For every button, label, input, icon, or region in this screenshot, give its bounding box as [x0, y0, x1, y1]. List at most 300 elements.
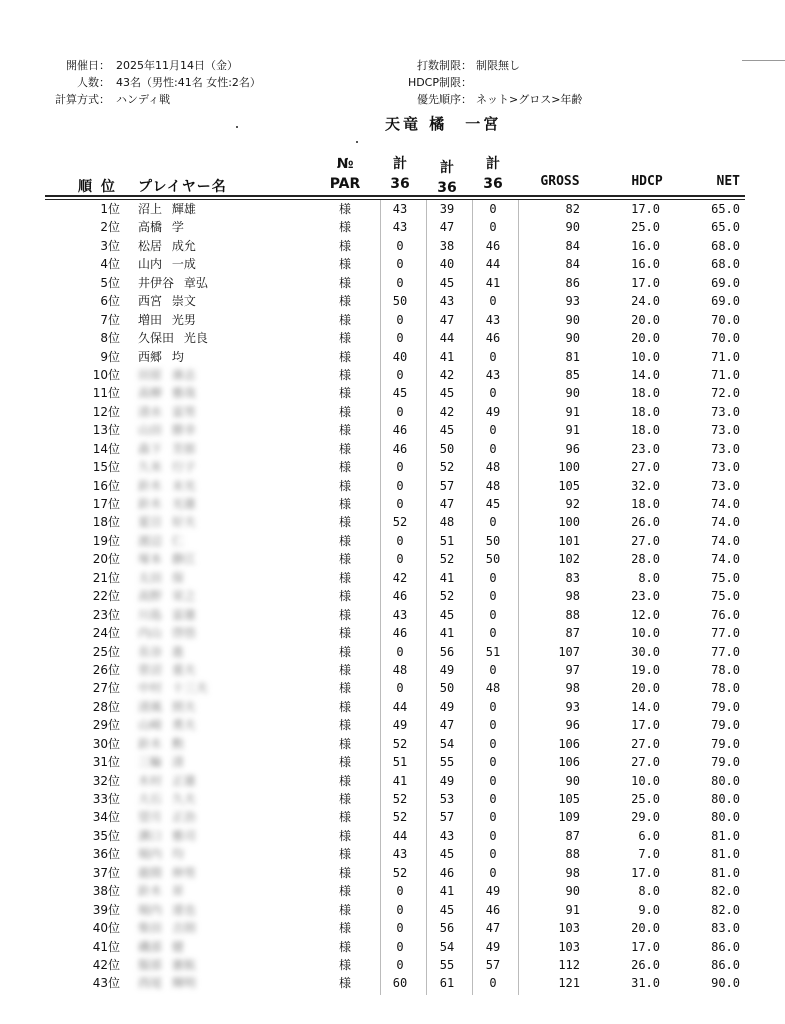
player-name-cell: 鈴木 勲 — [138, 736, 184, 751]
player-name-cell: 溝口 雅司 — [138, 828, 196, 843]
hdcp-cell: 17.0 — [631, 865, 660, 880]
hdcp-cell: 27.0 — [631, 460, 660, 475]
net-cell: 68.0 — [711, 238, 740, 253]
rank-cell: 38位 — [92, 884, 120, 899]
honorific-cell: 様 — [338, 552, 351, 567]
score-col1-cell: 45 — [392, 386, 408, 401]
count-label: 人数： — [77, 76, 110, 89]
table-row — [0, 218, 785, 236]
method-label: 計算方式： — [55, 93, 110, 106]
player-name-cell: 久米 行子 — [138, 460, 196, 475]
rank-cell: 18位 — [92, 515, 120, 530]
table-row — [0, 624, 785, 642]
honorific-cell: 様 — [338, 238, 351, 253]
score-col1-cell: 52 — [392, 515, 408, 530]
score-col1-cell: 0 — [396, 275, 404, 290]
net-cell: 77.0 — [711, 644, 740, 659]
player-name-cell: 渡辺 仁 — [138, 533, 184, 548]
net-cell: 86.0 — [711, 939, 740, 954]
rank-cell: 33位 — [92, 792, 120, 806]
player-name-cell: 清風 照夫 — [138, 699, 196, 714]
gross-cell: 121 — [558, 976, 580, 991]
table-row — [0, 606, 785, 624]
score-col2-cell: 57 — [439, 478, 455, 493]
rank-cell: 6位 — [100, 294, 120, 309]
gross-cell: 96 — [565, 441, 580, 456]
net-cell: 65.0 — [711, 220, 740, 235]
method-row — [0, 91, 261, 108]
rank-cell: 24位 — [92, 626, 120, 641]
score-col1-cell: 0 — [396, 902, 404, 917]
score-col1-cell: 40 — [392, 349, 408, 364]
net-cell: 65.0 — [711, 202, 740, 216]
net-cell: 69.0 — [711, 275, 740, 290]
player-name-cell: 中村 十三夫 — [138, 681, 208, 696]
gross-cell: 90 — [565, 312, 580, 327]
honorific-cell: 様 — [338, 294, 351, 309]
hdcp-cell: 17.0 — [631, 202, 660, 216]
hdcp-cell: 18.0 — [631, 404, 660, 419]
score-col2-cell: 44 — [439, 331, 455, 346]
score-col3-cell: 0 — [489, 718, 497, 733]
priority-label: 優先順序： — [417, 93, 472, 106]
player-name-cell: 塚本 静江 — [138, 552, 196, 567]
score-col2-cell: 47 — [439, 220, 455, 235]
score-col1-cell: 52 — [392, 865, 408, 880]
honorific-cell: 様 — [338, 626, 351, 641]
rank-cell: 22位 — [92, 589, 120, 604]
honorific-cell: 様 — [338, 312, 351, 327]
table-row — [0, 403, 785, 421]
gross-cell: 88 — [565, 847, 580, 862]
hdcp-cell: 25.0 — [631, 220, 660, 235]
hdcp-cell: 14.0 — [631, 699, 660, 714]
gross-cell: 88 — [565, 607, 580, 622]
stroke-limit-row — [400, 57, 582, 74]
net-cell: 79.0 — [711, 755, 740, 770]
hdcp-cell: 18.0 — [631, 423, 660, 438]
score-col1-cell: 0 — [396, 312, 404, 327]
score-col1-cell: 0 — [396, 552, 404, 567]
honorific-cell: 様 — [338, 460, 351, 475]
net-cell: 82.0 — [711, 884, 740, 899]
hdcp-cell: 27.0 — [631, 755, 660, 770]
player-name-cell: 長谷 進 — [138, 644, 184, 659]
table-row — [0, 845, 785, 863]
rank-cell: 40位 — [92, 921, 120, 936]
gross-cell: 87 — [565, 626, 580, 641]
net-cell: 68.0 — [711, 257, 740, 272]
honorific-cell: 様 — [338, 644, 351, 659]
rank-cell: 31位 — [92, 755, 120, 770]
score-col2-cell: 45 — [439, 386, 455, 401]
stroke-limit-value: 制限無し — [476, 59, 520, 72]
hdcp-cell: 25.0 — [631, 792, 660, 806]
score-col1-cell: 42 — [392, 570, 408, 585]
net-cell: 81.0 — [711, 865, 740, 880]
header-col2-bottom: 36 — [437, 180, 457, 196]
net-cell: 73.0 — [711, 423, 740, 438]
rank-cell: 29位 — [92, 718, 120, 733]
net-cell: 79.0 — [711, 718, 740, 733]
hdcp-cell: 24.0 — [631, 294, 660, 309]
hdcp-cell: 16.0 — [631, 238, 660, 253]
gross-cell: 98 — [565, 589, 580, 604]
honorific-cell: 様 — [338, 202, 351, 216]
table-row — [0, 532, 785, 550]
header-col1-top: 計 — [393, 156, 407, 172]
gross-cell: 90 — [565, 884, 580, 899]
table-row — [0, 827, 785, 845]
score-col3-cell: 51 — [485, 644, 501, 659]
player-name-cell: 清水 富男 — [138, 404, 196, 419]
hdcp-cell: 30.0 — [631, 644, 660, 659]
score-col3-cell: 46 — [485, 902, 501, 917]
honorific-cell: 様 — [338, 921, 351, 936]
player-name-cell: 柴田 吉則 — [138, 921, 196, 936]
score-col3-cell: 0 — [489, 976, 497, 991]
player-name-cell: 太田 保 — [138, 570, 184, 585]
gross-cell: 84 — [565, 257, 580, 272]
gross-cell: 98 — [565, 681, 580, 696]
hdcp-limit-row — [400, 74, 582, 91]
honorific-cell: 様 — [338, 257, 351, 272]
rank-cell: 16位 — [92, 478, 120, 493]
net-cell: 80.0 — [711, 773, 740, 788]
honorific-cell: 様 — [338, 533, 351, 548]
score-col3-cell: 43 — [485, 312, 501, 327]
method-value: ハンディ戦 — [116, 93, 171, 106]
table-row — [0, 587, 785, 605]
rank-cell: 43位 — [92, 976, 120, 991]
net-cell: 76.0 — [711, 607, 740, 622]
hdcp-cell: 8.0 — [638, 884, 660, 899]
date-row — [0, 57, 261, 74]
net-cell: 82.0 — [711, 902, 740, 917]
count-value: 43名（男性:41名 女性:2名） — [116, 76, 261, 89]
header-col1-bottom: 36 — [390, 176, 410, 192]
honorific-cell: 様 — [338, 423, 351, 438]
score-col1-cell: 43 — [392, 847, 408, 862]
gross-cell: 112 — [558, 957, 580, 972]
score-col3-cell: 47 — [485, 921, 501, 936]
page-title: 天竜 橘 一宮 — [385, 115, 502, 133]
honorific-cell: 様 — [338, 441, 351, 456]
score-col1-cell: 0 — [396, 478, 404, 493]
net-cell: 75.0 — [711, 570, 740, 585]
score-col1-cell: 43 — [392, 220, 408, 235]
score-col3-cell: 0 — [489, 810, 497, 825]
score-col2-cell: 48 — [439, 515, 455, 530]
player-name-cell: 鹿間 伸男 — [138, 865, 196, 880]
header-col2 — [427, 154, 467, 198]
table-row — [0, 808, 785, 826]
priority-value: ネット>グロス>年齢 — [476, 93, 583, 106]
honorific-cell: 様 — [338, 367, 351, 382]
score-col2-cell: 56 — [439, 921, 455, 936]
rank-cell: 14位 — [92, 441, 120, 456]
score-col1-cell: 0 — [396, 460, 404, 475]
table-row — [0, 292, 785, 310]
table-row — [0, 550, 785, 568]
score-col2-cell: 57 — [439, 810, 455, 825]
score-col3-cell: 0 — [489, 202, 497, 216]
score-col1-cell: 50 — [392, 294, 408, 309]
date-label: 開催日： — [66, 59, 110, 72]
rank-cell: 41位 — [92, 939, 120, 954]
header-col1 — [380, 150, 420, 194]
score-col3-cell: 0 — [489, 662, 497, 677]
gross-cell: 98 — [565, 865, 580, 880]
score-col3-cell: 0 — [489, 699, 497, 714]
gross-cell: 90 — [565, 331, 580, 346]
header-rank: 順 位 — [78, 179, 117, 195]
honorific-cell: 様 — [338, 662, 351, 677]
gross-cell: 84 — [565, 238, 580, 253]
hdcp-cell: 7.0 — [638, 847, 660, 862]
score-col2-cell: 45 — [439, 902, 455, 917]
table-row — [0, 458, 785, 476]
net-cell: 79.0 — [711, 736, 740, 751]
player-name-cell: 森下 芳郎 — [138, 441, 196, 456]
gross-cell: 106 — [558, 736, 580, 751]
gross-cell: 92 — [565, 497, 580, 511]
hdcp-cell: 20.0 — [631, 331, 660, 346]
hdcp-limit-value — [472, 74, 476, 91]
score-col3-cell: 49 — [485, 884, 501, 899]
header-gross: GROSS — [540, 174, 580, 189]
hdcp-cell: 17.0 — [631, 718, 660, 733]
score-col3-cell: 0 — [489, 220, 497, 235]
player-name-cell: 田原 康志 — [138, 367, 196, 382]
score-col2-cell: 42 — [439, 367, 455, 382]
score-col2-cell: 61 — [439, 976, 455, 991]
score-col1-cell: 60 — [392, 976, 408, 991]
player-name-cell: 木村 正雄 — [138, 773, 196, 788]
score-col1-cell: 0 — [396, 533, 404, 548]
score-col3-cell: 0 — [489, 828, 497, 843]
net-cell: 75.0 — [711, 589, 740, 604]
player-name-cell: 増田 光男 — [138, 312, 196, 327]
score-col1-cell: 0 — [396, 331, 404, 346]
score-col1-cell: 0 — [396, 644, 404, 659]
net-cell: 81.0 — [711, 847, 740, 862]
score-col2-cell: 46 — [439, 865, 455, 880]
score-col1-cell: 44 — [392, 699, 408, 714]
honorific-cell: 様 — [338, 275, 351, 290]
table-row — [0, 956, 785, 974]
score-col2-cell: 41 — [439, 349, 455, 364]
score-col1-cell: 0 — [396, 957, 404, 972]
rank-cell: 4位 — [100, 257, 120, 272]
gross-cell: 93 — [565, 294, 580, 309]
score-col3-cell: 57 — [485, 957, 501, 972]
score-col2-cell: 52 — [439, 460, 455, 475]
net-cell: 73.0 — [711, 478, 740, 493]
hdcp-cell: 10.0 — [631, 349, 660, 364]
score-col2-cell: 41 — [439, 570, 455, 585]
table-row — [0, 477, 785, 495]
score-col1-cell: 0 — [396, 884, 404, 899]
rank-cell: 7位 — [100, 312, 120, 327]
honorific-cell: 様 — [338, 847, 351, 862]
player-name-cell: 望月 正治 — [138, 810, 196, 825]
hdcp-cell: 23.0 — [631, 589, 660, 604]
net-cell: 80.0 — [711, 792, 740, 806]
player-name-cell: 堀内 達也 — [138, 902, 196, 917]
honorific-cell: 様 — [338, 810, 351, 825]
rank-cell: 13位 — [92, 423, 120, 438]
net-cell: 74.0 — [711, 533, 740, 548]
corner-divider — [742, 60, 785, 61]
score-col2-cell: 54 — [439, 736, 455, 751]
score-col2-cell: 54 — [439, 939, 455, 954]
honorific-cell: 様 — [338, 681, 351, 696]
table-row — [0, 790, 785, 808]
gross-cell: 107 — [558, 644, 580, 659]
table-row — [0, 274, 785, 292]
table-row — [0, 772, 785, 790]
rank-cell: 19位 — [92, 533, 120, 548]
gross-cell: 103 — [558, 939, 580, 954]
player-name-cell: 高野 栄之 — [138, 589, 196, 604]
net-cell: 73.0 — [711, 441, 740, 456]
honorific-cell: 様 — [338, 957, 351, 972]
table-row — [0, 643, 785, 661]
rank-cell: 15位 — [92, 460, 120, 475]
score-col1-cell: 46 — [392, 589, 408, 604]
gross-cell: 90 — [565, 773, 580, 788]
score-col2-cell: 49 — [439, 773, 455, 788]
score-col2-cell: 45 — [439, 847, 455, 862]
table-row — [0, 255, 785, 273]
player-name-cell: 高柳 雅哉 — [138, 386, 196, 401]
player-name-cell: 川島 富雄 — [138, 607, 196, 622]
score-col1-cell: 46 — [392, 626, 408, 641]
table-row — [0, 716, 785, 734]
net-cell: 73.0 — [711, 404, 740, 419]
score-col2-cell: 47 — [439, 497, 455, 511]
rank-cell: 37位 — [92, 865, 120, 880]
score-col1-cell: 41 — [392, 773, 408, 788]
honorific-cell: 様 — [338, 478, 351, 493]
table-row — [0, 938, 785, 956]
gross-cell: 91 — [565, 902, 580, 917]
score-col1-cell: 0 — [396, 257, 404, 272]
hdcp-cell: 27.0 — [631, 533, 660, 548]
score-col3-cell: 0 — [489, 865, 497, 880]
score-col3-cell: 0 — [489, 423, 497, 438]
results-table-body — [0, 200, 785, 993]
gross-cell: 103 — [558, 921, 580, 936]
header-col3-top: 計 — [486, 156, 500, 172]
player-name-cell: 山田 勝幸 — [138, 423, 196, 438]
table-row — [0, 569, 785, 587]
header-col3-bottom: 36 — [483, 176, 503, 192]
hdcp-cell: 9.0 — [638, 902, 660, 917]
stroke-limit-label: 打数制限： — [417, 59, 472, 72]
honorific-cell: 様 — [338, 792, 351, 806]
score-col3-cell: 48 — [485, 478, 501, 493]
score-col2-cell: 38 — [439, 238, 455, 253]
header-par — [325, 150, 365, 194]
rank-cell: 2位 — [100, 220, 120, 235]
net-cell: 80.0 — [711, 810, 740, 825]
score-col2-cell: 47 — [439, 312, 455, 327]
net-cell: 73.0 — [711, 460, 740, 475]
score-col2-cell: 42 — [439, 404, 455, 419]
hdcp-cell: 10.0 — [631, 773, 660, 788]
score-col1-cell: 52 — [392, 792, 408, 806]
net-cell: 70.0 — [711, 312, 740, 327]
score-col2-cell: 52 — [439, 552, 455, 567]
score-col2-cell: 55 — [439, 755, 455, 770]
table-row — [0, 329, 785, 347]
hdcp-cell: 23.0 — [631, 441, 660, 456]
table-row — [0, 901, 785, 919]
score-col1-cell: 43 — [392, 202, 408, 216]
header-no: № — [336, 156, 354, 172]
rank-cell: 8位 — [100, 331, 120, 346]
honorific-cell: 様 — [338, 718, 351, 733]
score-col2-cell: 50 — [439, 681, 455, 696]
score-col3-cell: 0 — [489, 847, 497, 862]
table-row — [0, 200, 785, 218]
scan-speck — [356, 141, 358, 143]
score-col2-cell: 49 — [439, 662, 455, 677]
score-col3-cell: 41 — [485, 275, 501, 290]
rank-cell: 12位 — [92, 404, 120, 419]
score-col2-cell: 56 — [439, 644, 455, 659]
score-col3-cell: 0 — [489, 386, 497, 401]
score-col3-cell: 0 — [489, 773, 497, 788]
score-col1-cell: 46 — [392, 441, 408, 456]
rank-cell: 26位 — [92, 662, 120, 677]
hdcp-cell: 28.0 — [631, 552, 660, 567]
score-col1-cell: 0 — [396, 404, 404, 419]
player-name-cell: 鈴木 昇 — [138, 884, 184, 899]
gross-cell: 90 — [565, 386, 580, 401]
rank-cell: 1位 — [100, 202, 120, 216]
honorific-cell: 様 — [338, 349, 351, 364]
score-col1-cell: 0 — [396, 939, 404, 954]
net-cell: 74.0 — [711, 497, 740, 511]
net-cell: 86.0 — [711, 957, 740, 972]
player-name-cell: 松居 成允 — [138, 238, 196, 253]
honorific-cell: 様 — [338, 404, 351, 419]
table-row — [0, 440, 785, 458]
rank-cell: 36位 — [92, 847, 120, 862]
player-name-cell: 菅沼 重夫 — [138, 662, 196, 677]
hdcp-cell: 18.0 — [631, 497, 660, 511]
score-col1-cell: 48 — [392, 662, 408, 677]
score-col2-cell: 43 — [439, 828, 455, 843]
gross-cell: 100 — [558, 515, 580, 530]
score-col2-cell: 45 — [439, 423, 455, 438]
hdcp-limit-label: HDCP制限： — [407, 76, 472, 89]
rank-cell: 30位 — [92, 736, 120, 751]
gross-cell: 87 — [565, 828, 580, 843]
rank-cell: 28位 — [92, 699, 120, 714]
honorific-cell: 様 — [338, 902, 351, 917]
score-col3-cell: 0 — [489, 294, 497, 309]
rank-cell: 10位 — [92, 367, 120, 382]
rank-cell: 5位 — [100, 275, 120, 290]
hdcp-cell: 10.0 — [631, 626, 660, 641]
event-info-right — [400, 57, 582, 108]
score-col1-cell: 52 — [392, 736, 408, 751]
hdcp-cell: 12.0 — [631, 607, 660, 622]
